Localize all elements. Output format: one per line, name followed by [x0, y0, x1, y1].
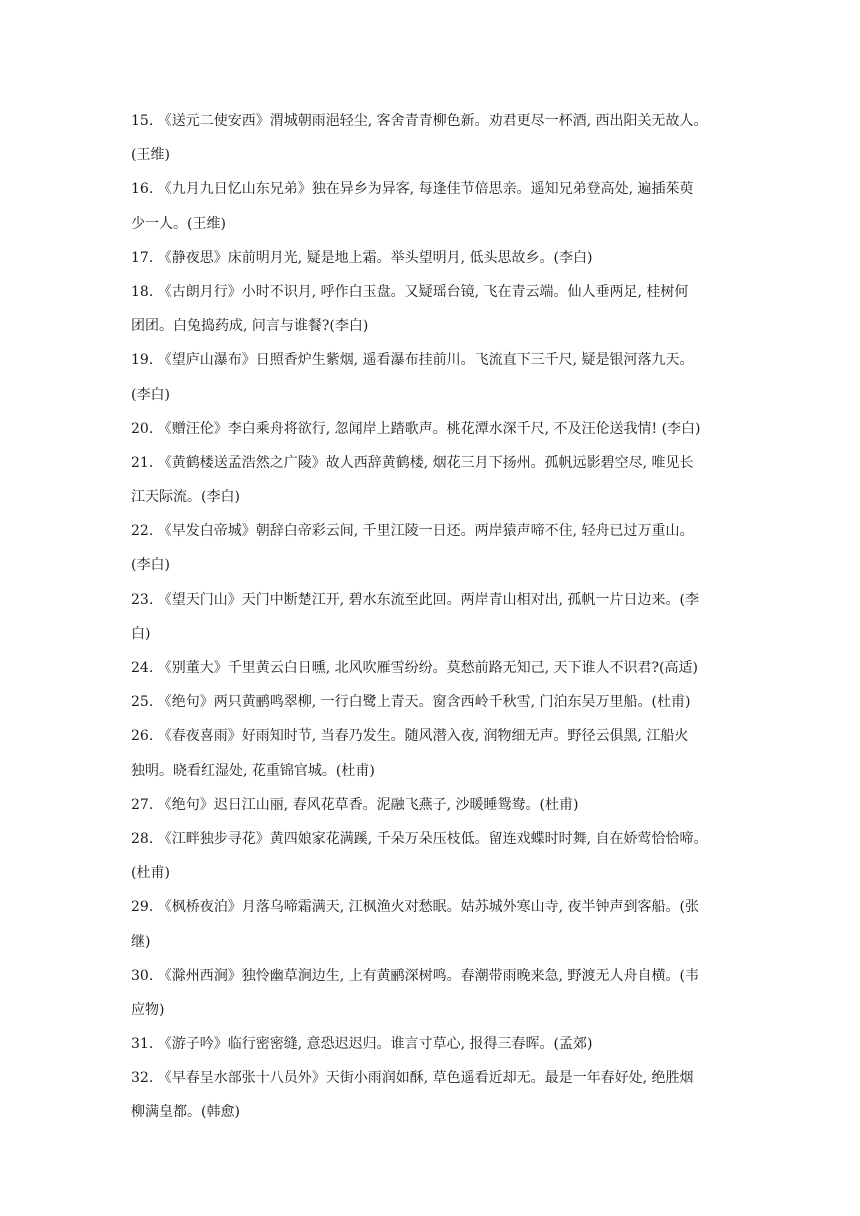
text-line: (李白): [131, 557, 170, 574]
text-line: 22. 《早发白帝城》朝辞白帝彩云间, 千里江陵一日还。两岸猿声啼不住, 轻舟已过万重山。: [131, 523, 694, 540]
text-line: (王维): [131, 147, 170, 164]
text-line: 21. 《黄鹤楼送孟浩然之广陵》故人西辞黄鹤楼, 烟花三月下扬州。孤帆远影碧空尽, 唯见长: [131, 454, 694, 471]
text-line: 应物): [131, 1001, 165, 1018]
text-line: 柳满皇都。(韩愈): [131, 1104, 240, 1121]
text-line: 江天际流。(李白): [131, 489, 240, 506]
text-line: 白): [131, 625, 151, 642]
text-line: 16. 《九月九日忆山东兄弟》独在异乡为异客, 每逢佳节倍思亲。遥知兄弟登高处, 遍插茱萸: [131, 181, 694, 198]
text-line: 29. 《枫桥夜泊》月落乌啼霜满天, 江枫渔火对愁眠。姑苏城外寒山寺, 夜半钟声到客船。(张: [131, 899, 699, 916]
text-line: 团团。白兔捣药成, 问言与谁餐?(李白): [131, 318, 369, 335]
text-line: 继): [131, 933, 151, 950]
text-line: 32. 《早春呈水部张十八员外》天街小雨润如酥, 草色遥看近却无。最是一年春好处, 绝胜烟: [131, 1070, 694, 1087]
text-line: 17. 《静夜思》床前明月光, 疑是地上霜。举头望明月, 低头思故乡。(李白): [131, 249, 593, 266]
text-line: 23. 《望天门山》天门中断楚江开, 碧水东流至此回。两岸青山相对出, 孤帆一片日边来。(李: [131, 591, 699, 608]
text-line: (李白): [131, 386, 170, 403]
text-line: 15. 《送元二使安西》渭城朝雨浥轻尘, 客舍青青柳色新。劝君更尽一杯酒, 西出阳关无故人。: [131, 113, 708, 129]
text-line: 少一人。(王维): [131, 215, 226, 232]
text-line: [131, 1135, 731, 1169]
text-line: 26. 《春夜喜雨》好雨知时节, 当春乃发生。随风潜入夜, 润物细无声。野径云俱黑, 江船火: [131, 728, 689, 745]
text-line: 20. 《赠汪伦》李白乘舟将欲行, 忽闻岸上踏歌声。桃花潭水深千尺, 不及汪伦送我情! (李白): [131, 420, 701, 437]
text-line: 独明。晓看红湿处, 花重锦官城。(杜甫): [131, 762, 375, 779]
text-line: 18. 《古朗月行》小时不识月, 呼作白玉盘。又疑瑶台镜, 飞在青云端。仙人垂两足, 桂树何: [131, 283, 689, 300]
text-line: 30. 《滁州西涧》独怜幽草涧边生, 上有黄鹂深树鸣。春潮带雨晚来急, 野渡无人舟自横。(韦: [131, 967, 699, 984]
text-line: (杜甫): [131, 865, 170, 882]
document-body: [131, 109, 731, 1169]
text-line: 24. 《别董大》千里黄云白日曛, 北风吹雁雪纷纷。莫愁前路无知己, 天下谁人不识君?(高适): [131, 660, 698, 676]
text-line: 19. 《望庐山瀑布》日照香炉生紫烟, 遥看瀑布挂前川。飞流直下三千尺, 疑是银河落九天。: [131, 352, 694, 369]
text-line: 31. 《游子吟》临行密密缝, 意恐迟迟归。谁言寸草心, 报得三春晖。(孟郊): [131, 1036, 593, 1053]
text-line: 25. 《绝句》两只黄鹂鸣翠柳, 一行白鹭上青天。窗含西岭千秋雪, 门泊东吴万里船。(杜甫): [131, 694, 691, 711]
text-line: 28. 《江畔独步寻花》黄四娘家花满蹊, 千朵万朵压枝低。留连戏蝶时时舞, 自在娇莺恰恰啼。: [131, 830, 708, 847]
text-line: 27. 《绝句》迟日江山丽, 春风花草香。泥融飞燕子, 沙暖睡鸳鸯。(杜甫): [131, 796, 579, 813]
